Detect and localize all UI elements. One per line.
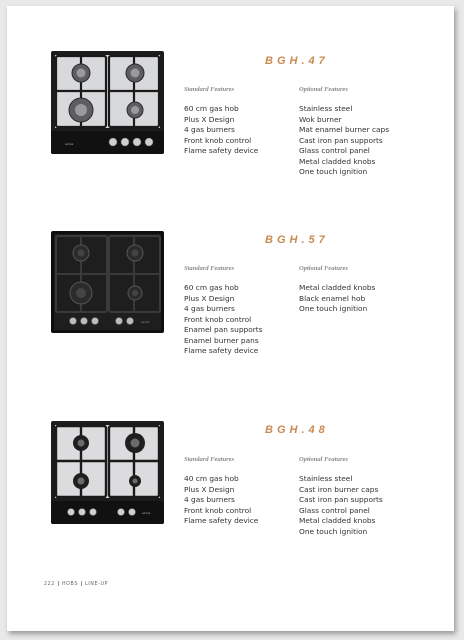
list-item: Plus X Design xyxy=(184,484,235,494)
standard-features-heading: Standard Features xyxy=(184,265,235,272)
list-item: Metal cladded knobs xyxy=(299,516,376,525)
optional-features-list xyxy=(299,283,375,315)
page-footer xyxy=(44,581,108,587)
hob-image-bgh57 xyxy=(51,231,164,333)
list-item: Glass control panel xyxy=(299,146,370,155)
optional-features-heading: Optional Features xyxy=(299,86,348,93)
standard-features-list xyxy=(184,104,258,157)
svg-text:airlux: airlux xyxy=(142,511,151,515)
list-item: Plus X Design xyxy=(184,114,235,124)
list-item: 4 gas burners xyxy=(184,125,235,134)
optional-features-heading: Optional Features xyxy=(299,265,348,272)
standard-features-list xyxy=(184,283,263,357)
list-item: Cast iron pan supports xyxy=(299,135,383,145)
product-title: BGH.48 xyxy=(265,424,329,436)
subsection-label: LINE-UP xyxy=(85,582,109,587)
standard-features-list xyxy=(184,474,258,527)
list-item: Glass control panel xyxy=(299,505,370,515)
optional-features-heading: Optional Features xyxy=(299,456,348,463)
list-item: Metal cladded knobs xyxy=(299,283,376,292)
list-item: Wok burner xyxy=(299,114,342,124)
list-item: Front knob control xyxy=(184,314,252,324)
standard-features-heading: Standard Features xyxy=(184,86,235,93)
page-number: 222 xyxy=(44,582,55,587)
list-item: Enamel pan supports xyxy=(184,325,263,334)
list-item: Mat enamel burner caps xyxy=(299,125,390,134)
list-item: One touch ignition xyxy=(299,304,368,313)
list-item: Flame safety device xyxy=(184,346,259,355)
list-item: Cast iron burner caps xyxy=(299,484,379,494)
list-item: Flame safety device xyxy=(184,516,259,525)
list-item: One touch ignition xyxy=(299,167,368,176)
optional-features-list xyxy=(299,104,389,178)
divider xyxy=(58,581,59,586)
list-item: Front knob control xyxy=(184,135,252,145)
list-item: Front knob control xyxy=(184,505,252,515)
list-item: 40 cm gas hob xyxy=(184,474,239,483)
hob-image-bgh47 xyxy=(51,51,164,154)
standard-features-heading: Standard Features xyxy=(184,456,235,463)
list-item: 4 gas burners xyxy=(184,495,235,504)
product-title: BGH.47 xyxy=(265,55,329,67)
list-item: Stainless steel xyxy=(299,474,353,483)
product-title: BGH.57 xyxy=(265,234,329,246)
catalog-page xyxy=(7,6,454,631)
list-item: Stainless steel xyxy=(299,104,353,113)
optional-features-list xyxy=(299,474,383,537)
svg-text:airlux: airlux xyxy=(141,320,150,324)
list-item: Black enamel hob xyxy=(299,293,366,303)
list-item: 60 cm gas hob xyxy=(184,104,239,113)
list-item: 60 cm gas hob xyxy=(184,283,239,292)
list-item: Flame safety device xyxy=(184,146,259,155)
section-label: HOBS xyxy=(61,582,79,587)
list-item: One touch ignition xyxy=(299,526,368,536)
list-item: Enamel burner pans xyxy=(184,335,259,345)
list-item: 4 gas burners xyxy=(184,304,235,313)
list-item: Metal cladded knobs xyxy=(299,156,376,166)
divider xyxy=(81,581,82,586)
svg-text:airlux: airlux xyxy=(65,142,74,146)
list-item: Cast iron pan supports xyxy=(299,495,383,504)
list-item: Plus X Design xyxy=(184,293,235,303)
hob-image-bgh48 xyxy=(51,421,164,524)
